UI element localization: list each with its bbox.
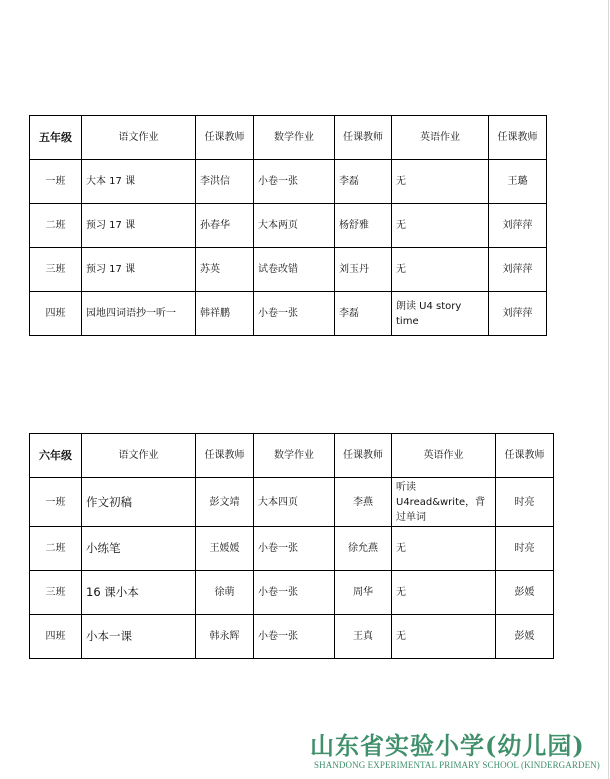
chinese-teacher: 孙春华: [196, 204, 254, 248]
chinese-homework: 园地四词语抄一听一: [82, 292, 196, 336]
english-teacher: 时亮: [496, 478, 554, 527]
math-homework: 小卷一张: [254, 571, 335, 615]
table-row: [30, 571, 554, 615]
chinese-homework: 预习 17 课: [82, 204, 196, 248]
header-teacher: 任课教师: [489, 116, 547, 160]
chinese-teacher: 韩祥鹏: [196, 292, 254, 336]
math-teacher: 周华: [335, 571, 392, 615]
english-teacher: 彭媛: [496, 571, 554, 615]
english-teacher: 王璐: [489, 160, 547, 204]
chinese-teacher: 彭文靖: [196, 478, 254, 527]
table-header-row: [30, 434, 554, 478]
header-english-homework: 英语作业: [392, 434, 496, 478]
header-math-homework: 数学作业: [254, 434, 335, 478]
math-homework: 大本两页: [254, 204, 335, 248]
grade-label: 五年级: [30, 116, 82, 160]
math-homework: 小卷一张: [254, 160, 335, 204]
math-teacher: 李磊: [335, 160, 392, 204]
math-homework: 试卷改错: [254, 248, 335, 292]
chinese-teacher: 韩永辉: [196, 615, 254, 659]
math-homework: 小卷一张: [254, 527, 335, 571]
english-homework: 无: [392, 160, 489, 204]
english-homework: 无: [392, 204, 489, 248]
math-teacher: 徐允燕: [335, 527, 392, 571]
class-name: 一班: [30, 478, 82, 527]
math-teacher: 王真: [335, 615, 392, 659]
grade6-homework-table: [29, 433, 554, 659]
english-teacher: 刘萍萍: [489, 204, 547, 248]
header-chinese-homework: 语文作业: [82, 434, 196, 478]
chinese-homework: 大本 17 课: [82, 160, 196, 204]
header-teacher: 任课教师: [196, 116, 254, 160]
chinese-teacher: 李洪信: [196, 160, 254, 204]
header-teacher: 任课教师: [335, 116, 392, 160]
class-name: 四班: [30, 615, 82, 659]
math-teacher: 李磊: [335, 292, 392, 336]
class-name: 二班: [30, 204, 82, 248]
english-homework: 听读 U4read&write，背过单词: [392, 478, 496, 527]
table-row: [30, 160, 547, 204]
header-teacher: 任课教师: [335, 434, 392, 478]
english-homework: 无: [392, 571, 496, 615]
header-teacher: 任课教师: [196, 434, 254, 478]
english-teacher: 彭媛: [496, 615, 554, 659]
header-chinese-homework: 语文作业: [82, 116, 196, 160]
english-homework: 无: [392, 615, 496, 659]
grade5-homework-table: [29, 115, 547, 336]
class-name: 三班: [30, 248, 82, 292]
header-english-homework: 英语作业: [392, 116, 489, 160]
math-teacher: 刘玉丹: [335, 248, 392, 292]
english-homework: 无: [392, 527, 496, 571]
school-name-chinese: 山东省实验小学(幼儿园): [310, 731, 585, 760]
table-row: [30, 204, 547, 248]
header-teacher: 任课教师: [496, 434, 554, 478]
table-row: [30, 527, 554, 571]
class-name: 二班: [30, 527, 82, 571]
math-teacher: 李燕: [335, 478, 392, 527]
table-row: [30, 292, 547, 336]
table-header-row: [30, 116, 547, 160]
table-row: [30, 615, 554, 659]
english-teacher: 刘萍萍: [489, 248, 547, 292]
chinese-teacher: 王媛媛: [196, 527, 254, 571]
math-homework: 大本四页: [254, 478, 335, 527]
header-math-homework: 数学作业: [254, 116, 335, 160]
school-logo-watermark: [306, 726, 602, 776]
table-row: [30, 248, 547, 292]
chinese-homework: 作文初稿: [82, 478, 196, 527]
class-name: 一班: [30, 160, 82, 204]
english-teacher: 时亮: [496, 527, 554, 571]
chinese-homework: 小本一课: [82, 615, 196, 659]
chinese-teacher: 苏英: [196, 248, 254, 292]
chinese-homework: 预习 17 课: [82, 248, 196, 292]
grade-label: 六年级: [30, 434, 82, 478]
chinese-homework: 小练笔: [82, 527, 196, 571]
math-homework: 小卷一张: [254, 292, 335, 336]
math-teacher: 杨舒雅: [335, 204, 392, 248]
math-homework: 小卷一张: [254, 615, 335, 659]
chinese-homework: 16 课小本: [82, 571, 196, 615]
english-homework: 无: [392, 248, 489, 292]
table-row: [30, 478, 554, 527]
school-name-english: SHANDONG EXPERIMENTAL PRIMARY SCHOOL (KINDERGARDEN): [314, 760, 600, 770]
english-teacher: 刘萍萍: [489, 292, 547, 336]
class-name: 三班: [30, 571, 82, 615]
class-name: 四班: [30, 292, 82, 336]
chinese-teacher: 徐萌: [196, 571, 254, 615]
english-homework: 朗读 U4 story time: [392, 292, 489, 336]
